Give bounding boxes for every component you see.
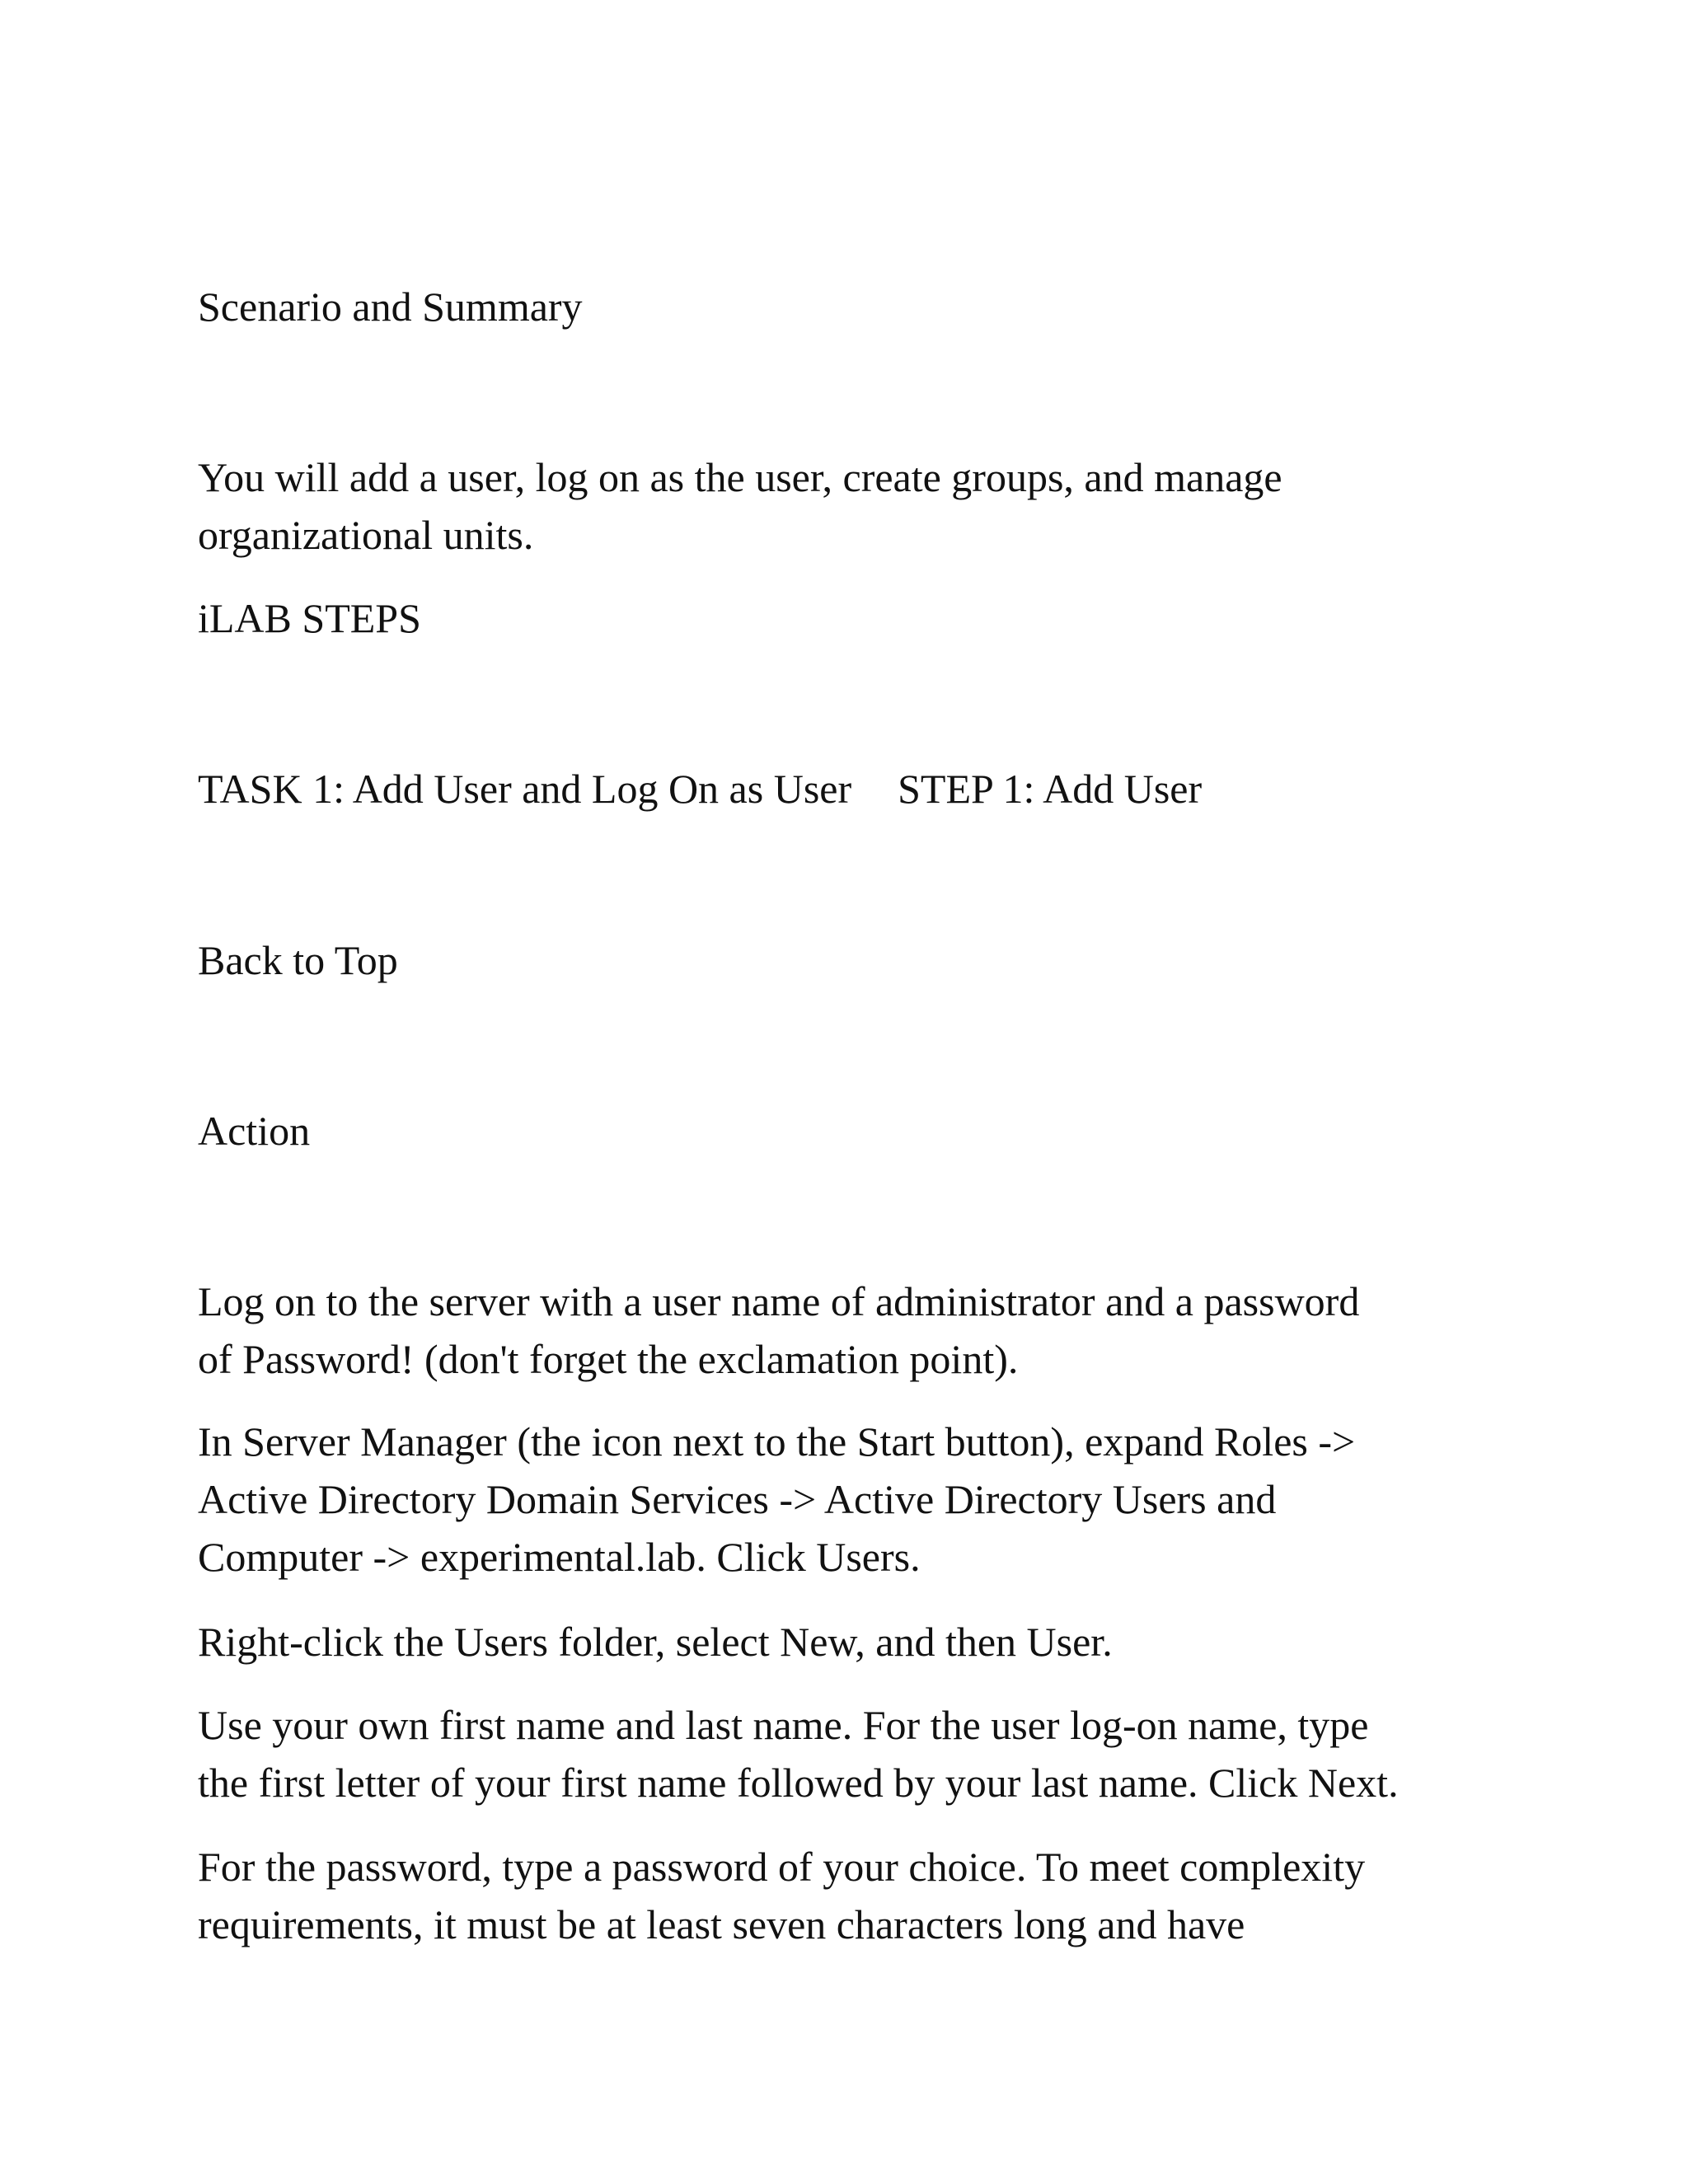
- intro-line: organizational units.: [198, 512, 534, 558]
- task-step-row: [198, 760, 1550, 818]
- paragraph-line: Right-click the Users folder, select New, and then User.: [198, 1619, 1113, 1665]
- paragraph-line: Computer -> experimental.lab. Click Users.: [198, 1534, 921, 1580]
- task-step-line: [198, 760, 1550, 818]
- paragraph-line: In Server Manager (the icon next to the Start button), expand Roles ->: [198, 1418, 1356, 1465]
- action-heading: [198, 1102, 1550, 1160]
- action-paragraph-server-manager: [198, 1413, 1550, 1586]
- paragraph-line: Active Directory Domain Services -> Active Directory Users and: [198, 1476, 1277, 1522]
- paragraph-line: Use your own first name and last name. For the user log-on name, type: [198, 1702, 1369, 1748]
- scenario-heading: [198, 278, 1550, 335]
- ilab-steps-heading: [198, 589, 1550, 647]
- intro-line: You will add a user, log on as the user, create groups, and manage: [198, 454, 1282, 500]
- intro-paragraph: [198, 448, 1550, 564]
- back-to-top-block: [198, 931, 1550, 989]
- scenario-heading-text: Scenario and Summary: [198, 284, 583, 330]
- back-to-top-link[interactable]: Back to Top: [198, 937, 398, 983]
- action-paragraph-logon: [198, 1272, 1550, 1388]
- paragraph-line: the first letter of your first name followed by your last name. Click Next.: [198, 1760, 1399, 1806]
- ilab-steps-heading-text: iLAB STEPS: [198, 595, 421, 641]
- action-heading-text: Action: [198, 1108, 311, 1154]
- paragraph-line: requirements, it must be at least seven characters long and have: [198, 1901, 1245, 1947]
- task-label: TASK 1: Add User and Log On as User: [198, 766, 852, 812]
- paragraph-line: of Password! (don't forget the exclamation point).: [198, 1336, 1019, 1382]
- paragraph-line: Log on to the server with a user name of administrator and a password: [198, 1278, 1360, 1324]
- action-paragraph-name: [198, 1696, 1550, 1811]
- action-paragraph-password: [198, 1838, 1550, 1953]
- action-paragraph-right-click: [198, 1613, 1550, 1671]
- step-label: STEP 1: Add User: [898, 766, 1203, 812]
- paragraph-line: For the password, type a password of your choice. To meet complexity: [198, 1844, 1366, 1890]
